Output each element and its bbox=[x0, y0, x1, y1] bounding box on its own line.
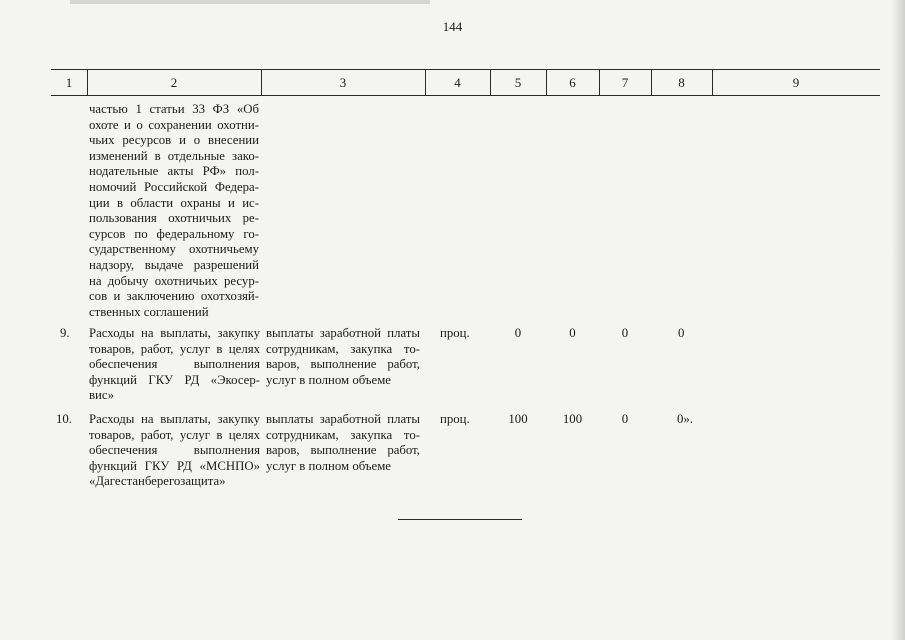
text-line: варов, выполнение работ, bbox=[266, 443, 420, 458]
page-number: 144 bbox=[442, 19, 463, 34]
row-value-6: 0 bbox=[569, 326, 576, 340]
row-value-8: 0 bbox=[678, 326, 685, 340]
row-value-7: 0 bbox=[621, 326, 629, 340]
row-name bbox=[89, 326, 260, 404]
text-line: изменений в отдельные зако- bbox=[89, 148, 259, 163]
row-number: 9. bbox=[60, 326, 70, 340]
row-result bbox=[266, 326, 420, 388]
text-line: сов и заключению охотхозяй- bbox=[89, 289, 259, 304]
text-line: сударственному охотничьему bbox=[89, 242, 259, 257]
row-value-7: 0 bbox=[621, 412, 629, 426]
row-value-5: 100 bbox=[508, 412, 528, 426]
row-number: 10. bbox=[56, 412, 72, 426]
column-header: 9 bbox=[792, 75, 800, 90]
text-line: на добычу охотничьих ресур- bbox=[89, 273, 259, 288]
text-line: товаров, работ, услуг в целях bbox=[89, 427, 260, 442]
scan-artifact bbox=[70, 0, 430, 4]
text-line: сотрудникам, закупка то- bbox=[266, 427, 420, 442]
text-line: Расходы на выплаты, закупку bbox=[89, 326, 260, 340]
text-line: Расходы на выплаты, закупку bbox=[89, 412, 260, 426]
row-value-5: 0 bbox=[514, 326, 522, 340]
text-line: услуг в полном объеме bbox=[266, 372, 391, 387]
text-line: обеспечения выполнения bbox=[89, 357, 260, 372]
row-name bbox=[89, 412, 260, 490]
column-header: 4 bbox=[454, 75, 461, 90]
text-line: сотрудникам, закупка то- bbox=[266, 341, 420, 356]
text-line: чьих ресурсов и о внесении bbox=[89, 133, 259, 148]
column-header: 7 bbox=[621, 75, 629, 90]
scan-edge-shadow bbox=[891, 0, 905, 640]
text-line: нодательные акты РФ» пол- bbox=[89, 164, 259, 179]
row-value-6: 100 bbox=[562, 412, 583, 426]
column-header: 2 bbox=[170, 75, 178, 90]
column-header: 5 bbox=[514, 75, 522, 90]
column-header: 6 bbox=[569, 75, 576, 90]
column-header: 1 bbox=[65, 75, 73, 90]
text-line: обеспечения выполнения bbox=[89, 443, 260, 458]
text-line: номочий Российской Федера- bbox=[89, 179, 259, 194]
text-line: функций ГКУ РД «МСНПО» bbox=[89, 458, 260, 473]
text-line: выплаты заработной платы bbox=[266, 412, 420, 426]
closing-rule bbox=[398, 519, 522, 520]
text-line: «Дагестанберегозащита» bbox=[89, 474, 226, 489]
text-line: ции в области охраны и ис- bbox=[89, 195, 259, 210]
column-header: 8 bbox=[678, 75, 685, 90]
text-line: варов, выполнение работ, bbox=[266, 357, 420, 372]
row-unit: проц. bbox=[440, 412, 470, 426]
text-line: функций ГКУ РД «Экосер- bbox=[89, 372, 260, 387]
text-line: надзору, выдаче разрешений bbox=[89, 257, 259, 272]
table-header-row bbox=[51, 69, 880, 96]
text-line: услуг в полном объеме bbox=[266, 458, 391, 473]
text-line: сурсов по федеральному го- bbox=[89, 226, 259, 241]
column-header: 3 bbox=[339, 75, 347, 90]
row-result bbox=[266, 412, 420, 474]
text-line: товаров, работ, услуг в целях bbox=[89, 341, 260, 356]
text-line: ственных соглашений bbox=[89, 304, 209, 319]
text-line: пользования охотничьих ре- bbox=[89, 211, 259, 226]
text-line: вис» bbox=[89, 388, 114, 403]
continuation-text bbox=[89, 102, 259, 320]
text-line: частью 1 статьи 33 ФЗ «Об bbox=[89, 102, 259, 116]
text-line: охоте и о сохранении охотни- bbox=[89, 117, 259, 132]
text-line: выплаты заработной платы bbox=[266, 326, 420, 340]
row-value-8: 0». bbox=[677, 412, 693, 426]
row-unit: проц. bbox=[440, 326, 470, 340]
